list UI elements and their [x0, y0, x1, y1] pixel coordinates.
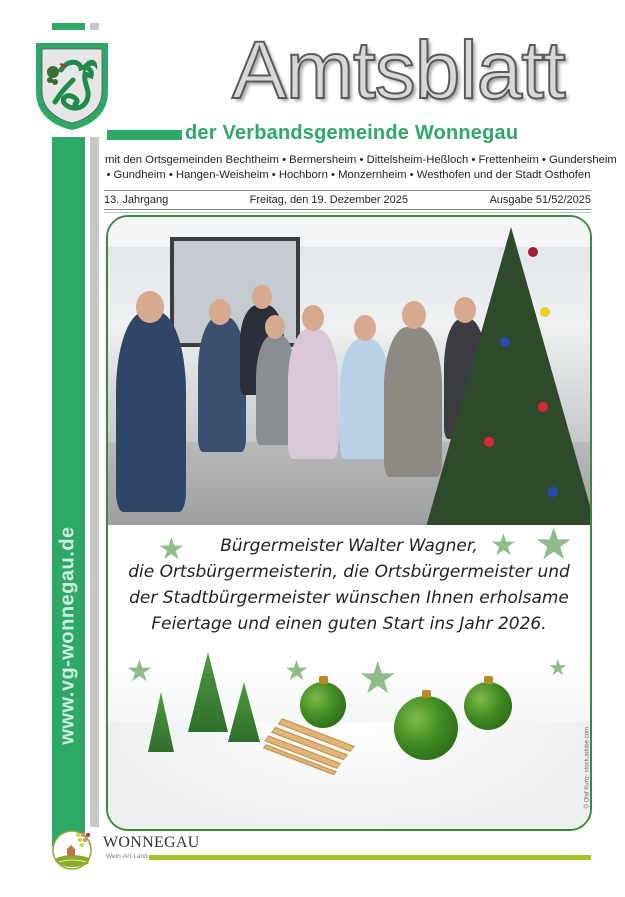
holiday-greeting: [108, 529, 590, 637]
divider-blue: [104, 212, 591, 213]
winter-scene-image: [108, 652, 590, 831]
issue-number: Ausgabe 51/52/2025: [489, 194, 591, 206]
issue-meta-row: [104, 194, 591, 208]
brand-name: WONNEGAU: [103, 834, 200, 851]
dragon-coat-of-arms-icon: [33, 40, 111, 132]
volume-label: 13. Jahrgang: [104, 194, 169, 206]
sidebar-gray-stripe: [90, 137, 99, 827]
christmas-ball: [394, 696, 458, 760]
website-url[interactable]: www.vg-wonnegau.de: [57, 525, 79, 745]
mini-tree: [228, 682, 260, 742]
star-icon: ★: [158, 533, 185, 566]
christmas-ball: [300, 682, 346, 728]
greeting-line: die Ortsbürgermeisterin, die Ortsbürgermeister und: [128, 562, 570, 582]
footer-lime-bar: [149, 855, 591, 860]
subtitle-accent-bar: [107, 130, 182, 140]
christmas-ball: [464, 682, 512, 730]
greeting-line: Bürgermeister Walter Wagner,: [220, 536, 478, 556]
divider: [104, 209, 591, 210]
brand-tagline: Wein·Art·Land: [106, 853, 148, 860]
star-icon: ★: [126, 655, 153, 688]
group-photo: [108, 217, 590, 525]
member-line-1: mit den Ortsgemeinden Bechtheim • Bermersheim • Dittelsheim-Heßloch • Frettenheim • Gundersheim: [105, 154, 617, 166]
star-icon: ★: [358, 654, 398, 703]
publication-subtitle: der Verbandsgemeinde Wonnegau: [185, 122, 519, 144]
publication-title: Amtsblatt: [232, 25, 565, 116]
top-gray-bar: [90, 23, 99, 30]
divider: [104, 190, 591, 191]
issue-date: Freitag, den 19. Dezember 2025: [249, 194, 409, 206]
member-line-2: • Gundheim • Hangen-Weisheim • Hochborn • Monzernheim • Westhofen und der Stadt Osthofen: [106, 169, 591, 181]
wonnegau-grape-landscape-logo-icon: [50, 828, 98, 870]
image-credit: © Olaf Kunz- stock.adobe.com: [584, 727, 590, 809]
cover-frame: [106, 215, 592, 831]
star-icon: ★: [534, 520, 574, 569]
mini-tree: [188, 652, 228, 732]
member-municipalities: [105, 153, 617, 183]
top-green-bar: [52, 23, 85, 30]
star-icon: ★: [490, 529, 517, 562]
star-icon: ★: [284, 655, 310, 686]
website-url-vertical[interactable]: [52, 490, 85, 780]
greeting-line: der Stadtbürgermeister wünschen Ihnen erholsame: [129, 588, 569, 608]
greeting-line: Feiertage und einen guten Start ins Jahr 2026.: [151, 614, 547, 634]
star-icon: ★: [548, 655, 568, 680]
